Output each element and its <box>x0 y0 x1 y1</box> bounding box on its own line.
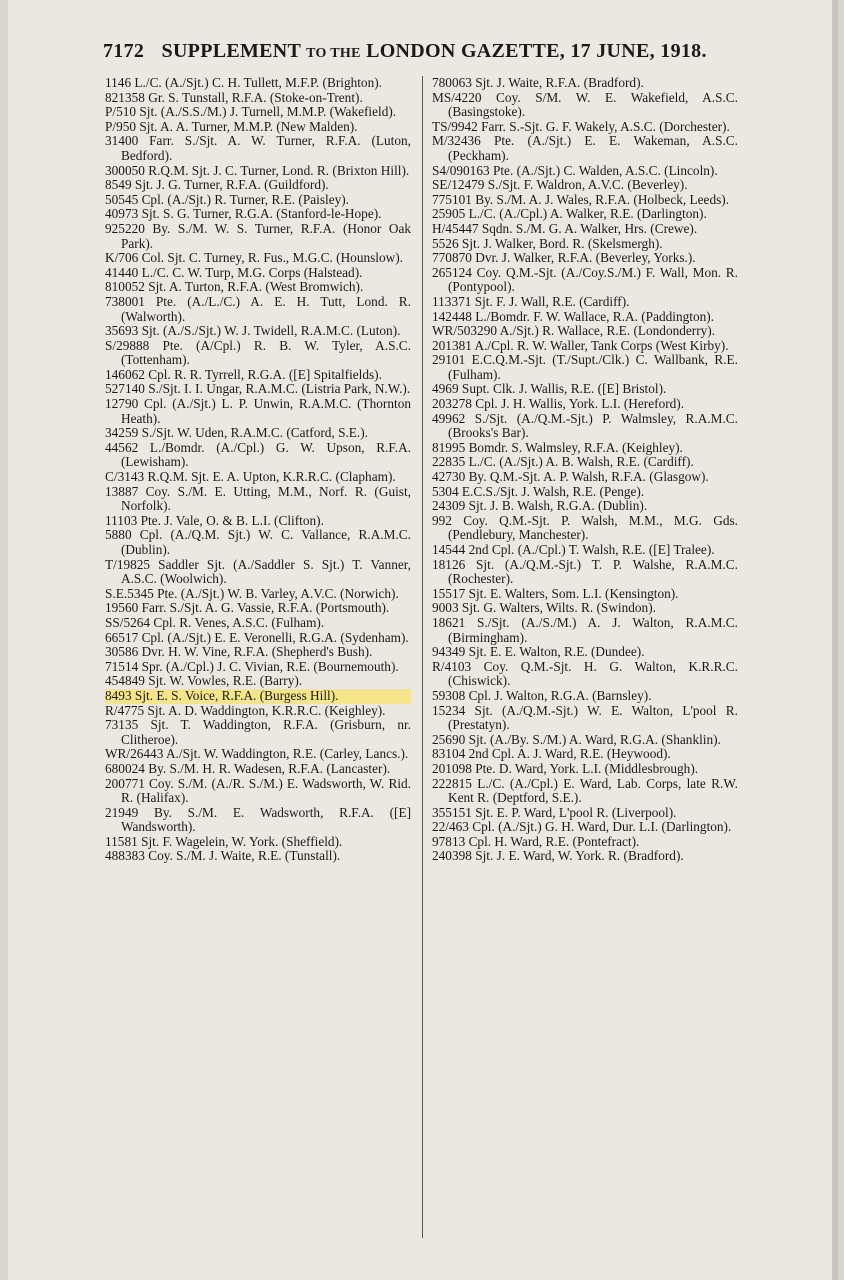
list-entry: 203278 Cpl. J. H. Wallis, York. L.I. (Hereford). <box>432 396 685 412</box>
list-entry: SE/12479 S./Sjt. F. Waldron, A.V.C. (Beverley). <box>432 177 688 193</box>
list-entry: 1146 L./C. (A./Sjt.) C. H. Tullett, M.F.P. (Brighton). <box>105 75 382 90</box>
list-entry: 15234 Sjt. (A./Q.M.-Sjt.) W. E. Walton, L'pool R. (Prestatyn). <box>432 702 738 733</box>
list-entry: 59308 Cpl. J. Walton, R.G.A. (Barnsley). <box>432 687 652 703</box>
list-entry: 454849 Sjt. W. Vowles, R.E. (Barry). <box>105 673 303 689</box>
list-entry: 94349 Sjt. E. E. Walton, R.E. (Dundee). <box>432 644 645 660</box>
list-entry: MS/4220 Coy. S/M. W. E. Wakefield, A.S.C. (Basingstoke). <box>432 89 738 120</box>
list-entry: 34259 S./Sjt. W. Uden, R.A.M.C. (Catford, S.E.). <box>105 425 368 441</box>
list-entry: 300050 R.Q.M. Sjt. J. C. Turner, Lond. R. (Brixton Hill). <box>105 162 410 178</box>
list-entry: TS/9942 Farr. S.-Sjt. G. F. Wakely, A.S.C. (Dorchester). <box>432 118 730 134</box>
page-edge <box>832 0 838 1280</box>
list-entry: 201098 Pte. D. Ward, York. L.I. (Middlesbrough). <box>432 760 699 776</box>
list-entry: 22835 L./C. (A./Sjt.) A. B. Walsh, R.E. (Cardiff). <box>432 454 694 470</box>
list-entry: 4969 Supt. Clk. J. Wallis, R.E. ([E] Bristol). <box>432 381 667 397</box>
gazette-title-connector: TO THE <box>306 46 361 61</box>
list-entry: H/45447 Sqdn. S./M. G. A. Walker, Hrs. (Crewe). <box>432 220 698 236</box>
list-entry: 31400 Farr. S./Sjt. A. W. Turner, R.F.A. (Luton, Bedford). <box>105 133 411 163</box>
list-entry: 925220 By. S./M. W. S. Turner, R.F.A. (Honor Oak Park). <box>105 220 411 251</box>
list-entry: 8549 Sjt. J. G. Turner, R.F.A. (Guildford). <box>105 177 329 193</box>
list-entry: 83104 2nd Cpl. A. J. Ward, R.E. (Heywood). <box>432 746 671 762</box>
list-entry: 11581 Sjt. F. Wagelein, W. York. (Sheffield). <box>105 833 343 849</box>
list-entry: 113371 Sjt. F. J. Wall, R.E. (Cardiff). <box>432 293 630 309</box>
list-entry: 5304 E.C.S./Sjt. J. Walsh, R.E. (Penge). <box>432 483 645 499</box>
list-entry: 25690 Sjt. (A./By. S./M.) A. Ward, R.G.A. (Shanklin). <box>432 731 721 747</box>
list-entry: K/706 Col. Sjt. C. Turney, R. Fus., M.G.C. (Hounslow). <box>105 250 403 266</box>
list-entry: R/4775 Sjt. A. D. Waddington, K.R.R.C. (Keighley). <box>105 702 386 718</box>
list-entry: 775101 By. S./M. A. J. Wales, R.F.A. (Holbeck, Leeds). <box>432 191 730 207</box>
list-entry: 265124 Coy. Q.M.-Sjt. (A./Coy.S./M.) F. Wall, Mon. R. (Pontypool). <box>432 264 738 295</box>
list-entry: 992 Coy. Q.M.-Sjt. P. Walsh, M.M., M.G. Gds. (Pendlebury, Manchester). <box>432 512 738 543</box>
list-entry: 13887 Coy. S./M. E. Utting, M.M., Norf. R. (Guist, Norfolk). <box>105 483 411 514</box>
list-entry: 15517 Sjt. E. Walters, Som. L.I. (Kensington). <box>432 585 679 601</box>
list-entry: 81995 Bomdr. S. Walmsley, R.F.A. (Keighley). <box>432 439 683 455</box>
list-entry: 680024 By. S./M. H. R. Wadesen, R.F.A. (Lancaster). <box>105 760 391 776</box>
list-entry: 527140 S./Sjt. I. I. Ungar, R.A.M.C. (Listria Park, N.W.). <box>105 381 411 397</box>
list-entry: 770870 Dvr. J. Walker, R.F.A. (Beverley, Yorks.). <box>432 250 696 266</box>
list-entry: M/32436 Pte. (A./Sjt.) E. E. Wakeman, A.S.C. (Peckham). <box>432 133 738 163</box>
list-entry: 5880 Cpl. (A./Q.M. Sjt.) W. C. Vallance, R.A.M.C. (Dublin). <box>105 527 411 557</box>
list-entry: 49962 S./Sjt. (A./Q.M.-Sjt.) P. Walmsley, R.A.M.C. (Brooks's Bar). <box>432 410 738 441</box>
list-entry: 5526 Sjt. J. Walker, Bord. R. (Skelsmergh). <box>432 235 663 251</box>
list-entry: 30586 Dvr. H. W. Vine, R.F.A. (Shepherd's Bush). <box>105 644 373 660</box>
list-entry: WR/503290 A./Sjt.) R. Wallace, R.E. (Londonderry). <box>432 323 716 339</box>
list-entry: 19560 Farr. S./Sjt. A. G. Vassie, R.F.A. (Portsmouth). <box>105 600 390 616</box>
list-entry: 50545 Cpl. (A./Sjt.) R. Turner, R.E. (Paisley). <box>105 191 349 207</box>
list-entry: 35693 Sjt. (A./S./Sjt.) W. J. Twidell, R.A.M.C. (Luton). <box>105 323 401 339</box>
list-entry: S/29888 Pte. (A/Cpl.) R. B. W. Tyler, A.S.C. (Tottenham). <box>105 337 411 368</box>
list-entry: 73135 Sjt. T. Waddington, R.F.A. (Grisburn, nr. Clitheroe). <box>105 717 411 747</box>
list-entry: S.E.5345 Pte. (A./Sjt.) W. B. Varley, A.V.C. (Norwich). <box>105 585 399 601</box>
column-divider <box>422 76 423 1238</box>
list-entry: 24309 Sjt. J. B. Walsh, R.G.A. (Dublin). <box>432 498 648 514</box>
list-entry: 97813 Cpl. H. Ward, R.E. (Pontefract). <box>432 833 640 849</box>
highlighted-entry: 8493 Sjt. E. S. Voice, R.F.A. (Burgess Hill). <box>105 689 411 704</box>
right-column <box>432 76 738 864</box>
list-entry: C/3143 R.Q.M. Sjt. E. A. Upton, K.R.R.C. (Clapham). <box>105 469 396 485</box>
list-entry: 41440 L./C. C. W. Turp, M.G. Corps (Halstead). <box>105 264 363 280</box>
list-entry: 488383 Coy. S./M. J. Waite, R.E. (Tunstall). <box>105 848 341 864</box>
list-entry: P/950 Sjt. A. A. Turner, M.M.P. (New Malden). <box>105 118 358 134</box>
list-entry: 66517 Cpl. (A./Sjt.) E. E. Veronelli, R.G.A. (Sydenham). <box>105 629 409 645</box>
gazette-title-part1: SUPPLEMENT <box>161 40 301 62</box>
list-entry: 44562 L./Bomdr. (A./Cpl.) G. W. Upson, R.F.A. (Lewisham). <box>105 439 411 470</box>
list-entry: 42730 By. Q.M.-Sjt. A. P. Walsh, R.F.A. (Glasgow). <box>432 469 709 485</box>
list-entry: 21949 By. S./M. E. Wadsworth, R.F.A. ([E] Wandsworth). <box>105 804 411 835</box>
list-entry: 146062 Cpl. R. R. Tyrrell, R.G.A. ([E] Spitalfields). <box>105 366 382 382</box>
list-entry: 200771 Coy. S./M. (A./R. S./M.) E. Wadsworth, W. Rid. R. (Halifax). <box>105 775 411 806</box>
list-entry: 201381 A./Cpl. R. W. Waller, Tank Corps (West Kirby). <box>432 337 729 353</box>
list-entry: 40973 Sjt. S. G. Turner, R.G.A. (Stanford-le-Hope). <box>105 206 382 222</box>
gazette-page <box>8 0 838 1280</box>
list-entry: 71514 Spr. (A./Cpl.) J. C. Vivian, R.E. (Bournemouth). <box>105 658 399 674</box>
list-entry: 22/463 Cpl. (A./Sjt.) G. H. Ward, Dur. L.I. (Darlington). <box>432 819 732 835</box>
list-entry: 29101 E.C.Q.M.-Sjt. (T./Supt./Clk.) C. Wallbank, R.E. (Fulham). <box>432 352 738 382</box>
list-entry: 14544 2nd Cpl. (A./Cpl.) T. Walsh, R.E. ([E] Tralee). <box>432 542 715 557</box>
list-entry: 780063 Sjt. J. Waite, R.F.A. (Bradford). <box>432 75 644 90</box>
list-entry: S4/090163 Pte. (A./Sjt.) C. Walden, A.S.C. (Lincoln). <box>432 162 718 178</box>
list-entry: 11103 Pte. J. Vale, O. & B. L.I. (Clifton). <box>105 512 324 528</box>
list-entry: 240398 Sjt. J. E. Ward, W. York. R. (Bradford). <box>432 848 684 864</box>
list-entry: 18126 Sjt. (A./Q.M.-Sjt.) T. P. Walshe, R.A.M.C. (Rochester). <box>432 556 738 587</box>
list-entry: 810052 Sjt. A. Turton, R.F.A. (West Bromwich). <box>105 279 364 295</box>
list-entry: P/510 Sjt. (A./S.S./M.) J. Turnell, M.M.P. (Wakefield). <box>105 104 397 120</box>
list-entry: R/4103 Coy. Q.M.-Sjt. H. G. Walton, K.R.R.C. (Chiswick). <box>432 658 738 689</box>
list-entry: 142448 L./Bomdr. F. W. Wallace, R.A. (Paddington). <box>432 308 715 324</box>
list-entry: 25905 L./C. (A./Cpl.) A. Walker, R.E. (Darlington). <box>432 206 707 222</box>
list-entry: 12790 Cpl. (A./Sjt.) L. P. Unwin, R.A.M.C. (Thornton Heath). <box>105 396 411 426</box>
gazette-title-part2: LONDON GAZETTE, 17 JUNE, 1918. <box>366 40 707 62</box>
list-entry: SS/5264 Cpl. R. Venes, A.S.C. (Fulham). <box>105 614 325 630</box>
left-column <box>105 76 411 864</box>
list-entry: 355151 Sjt. E. P. Ward, L'pool R. (Liverpool). <box>432 804 677 820</box>
list-entry: 821358 Gr. S. Tunstall, R.F.A. (Stoke-on-Trent). <box>105 89 363 105</box>
list-entry: 18621 S./Sjt. (A./S./M.) A. J. Walton, R.A.M.C. (Birmingham). <box>432 614 738 645</box>
page-header <box>103 40 823 63</box>
list-entry: 738001 Pte. (A./L./C.) A. E. H. Tutt, Lond. R. (Walworth). <box>105 293 411 324</box>
list-entry: 222815 L./C. (A./Cpl.) E. Ward, Lab. Corps, late R.W. Kent R. (Deptford, S.E.). <box>432 775 738 806</box>
list-entry: 9003 Sjt. G. Walters, Wilts. R. (Swindon). <box>432 600 656 616</box>
page-number: 7172 <box>103 40 145 62</box>
list-entry: T/19825 Saddler Sjt. (A./Saddler S. Sjt.) T. Vanner, A.S.C. (Woolwich). <box>105 556 411 587</box>
list-entry: WR/26443 A./Sjt. W. Waddington, R.E. (Carley, Lancs.). <box>105 746 409 762</box>
